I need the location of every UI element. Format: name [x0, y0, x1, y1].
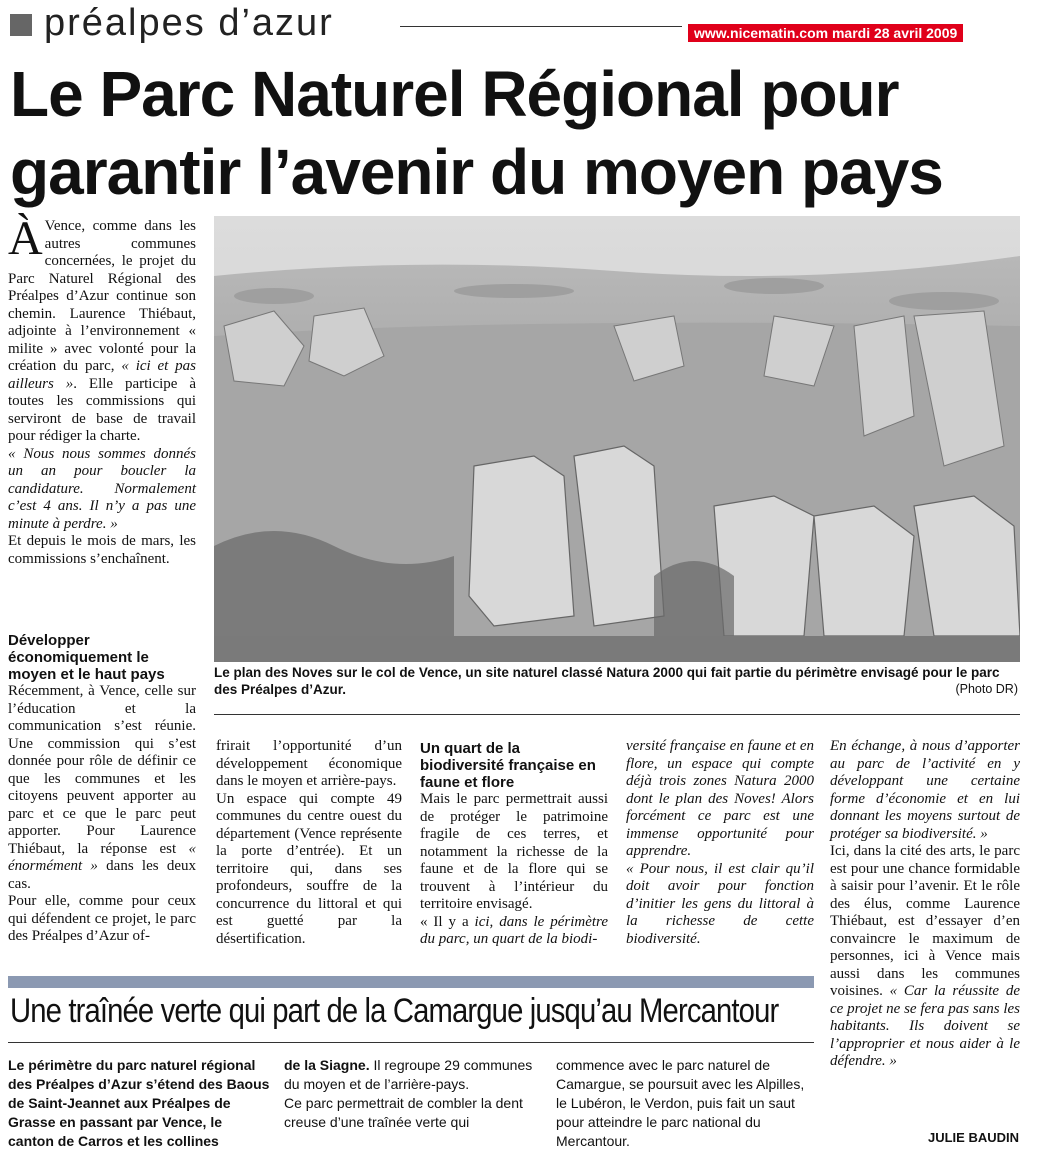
box-paragraph: Le périmètre du parc naturel régional des Préalpes d’Azur s’étend des Baous de Saint-Jeannet aux Préalpes de Grasse en passant par Vence, le canton de Carros et les collines [8, 1057, 270, 1149]
header-rule [400, 26, 682, 27]
article-paragraph: frirait l’opportunité d’un développement économique dans le moyen et arrière-pays. [216, 738, 402, 789]
article-quote: « Pour nous, il est clair qu’il doit avoir pour fonction d’initier les gens du littoral à la richesse de cette biodiversité. [626, 860, 814, 947]
article-paragraph: Mais le parc permettrait aussi de protéger le patrimoine fragile de ces terres, et notamment la richesse de la faune et de la flore qui se trouvent à l’intérieur du territoire envisagé. [420, 791, 608, 912]
rubric-square-icon [10, 14, 32, 36]
article-column-3 [420, 740, 608, 949]
author-signature: JULIE BAUDIN [927, 1130, 1019, 1145]
article-column-1-lower [8, 632, 196, 946]
box-rule [8, 1042, 814, 1043]
box-paragraph: Ce parc permettrait de combler la dent creuse d’une traînée verte qui [284, 1095, 523, 1130]
article-paragraph: À Vence, comme dans les autres communes concernées, le projet du Parc Naturel Régional des Préalpes d’Azur continue son chemin. Laurence Thiébaut, adjointe à l’environnement « milite » avec volonté pour la création du parc, « ici et pas ailleurs ». Elle participe à toutes les commissions qui serviront de base de travail pour rédiger la charte. [8, 212, 196, 444]
date-line: www.nicematin.com mardi 28 avril 2009 [688, 24, 963, 42]
article-column-2 [216, 738, 402, 948]
article-paragraph: « Il y a ici, dans le périmètre du parc, un quart de la biodi- [420, 913, 608, 947]
article-column-4 [626, 738, 814, 948]
headline-line-1: Le Parc Naturel Régional pour [10, 58, 899, 130]
box-title: Une traînée verte qui part de la Camargue jusqu’au Mercantour [10, 992, 779, 1030]
drop-cap: À [8, 212, 43, 265]
photo-credit: (Photo DR) [955, 682, 1018, 696]
box-column-2 [284, 1056, 540, 1132]
subheading-2: Un quart de la biodiversité française en faune et flore [420, 740, 596, 791]
article-quote: versité française en faune et en flore, un espace qui compte déjà trois zones Natura 2000 dont le plan des Noves! Alors forcément ce parc est une immense opportunité pour apprendre. [626, 738, 814, 859]
caption-text: Le plan des Noves sur le col de Vence, un site naturel classé Natura 2000 qui fait partie du périmètre envisagé pour le parc des Préalpes d’Azur. [214, 665, 1000, 697]
photo-caption [214, 664, 1020, 698]
box-paragraph: commence avec le parc naturel de Camargue, se poursuit avec les Alpilles, le Lubéron, le Verdon, puis fait un saut pour atteindre le parc national du Mercantour. [556, 1057, 805, 1149]
article-paragraph: Pour elle, comme pour ceux qui défendent ce projet, le parc des Préalpes d’Azur of- [8, 893, 196, 944]
section-rubric: préalpes d’azur [44, 2, 334, 44]
article-paragraph: Un espace qui compte 49 communes du centre ouest du département (Vence représente la porte d’entrée). Et un territoire qui, dans ses profondeurs, souffre de la concurrence du littoral et qui est guetté par la désertification. [216, 790, 402, 947]
article-column-1 [8, 212, 196, 568]
article-paragraph: Ici, dans la cité des arts, le parc est pour une chance formidable à saisir pour l’avenir. Et le rôle des élus, comme Laurence Thiébaut, est d’essayer d’en convaincre le maximum de personnes, ici à Vence mais aussi dans les communes voisines. « Car la réussite de ce projet ne se fera pas sans les habitants. Ils doivent se l’approprier et nous aider à le défendre. » [830, 843, 1020, 1069]
box-column-1 [8, 1056, 270, 1151]
subheading-1: Développer économiquement le moyen et le haut pays [8, 632, 165, 683]
article-paragraph: Et depuis le mois de mars, les commissions s’enchaînent. [8, 533, 196, 567]
box-paragraph: de la Siagne. Il regroupe 29 communes du moyen et de l’arrière-pays. [284, 1057, 533, 1092]
headline-line-2: garantir l’avenir du moyen pays [10, 136, 943, 208]
article-column-5 [830, 738, 1020, 1071]
article-paragraph: Récemment, à Vence, celle sur l’éducation et la communication s’est réunie. Une commission qui s’est donnée pour rôle de définir ce que les communes et les citoyens peuvent apporter au parc et ce que le parc peut apporter. Pour Laurence Thiébaut, la réponse est « énormément » dans les deux cas. [8, 683, 196, 892]
landscape-photo [214, 216, 1020, 662]
box-column-3 [556, 1056, 814, 1151]
box-band [8, 976, 814, 988]
article-quote: « Nous nous sommes donnés un an pour boucler la candidature. Normalement c’est 4 ans. Il n’y a pas une minute à perdre. » [8, 445, 196, 532]
caption-rule [214, 714, 1020, 715]
article-quote: En échange, à nous d’apporter au parc de l’activité en y développant une certaine forme d’économie et en lui donnant les moyens surtout de protéger sa biodiversité. » [830, 738, 1020, 842]
